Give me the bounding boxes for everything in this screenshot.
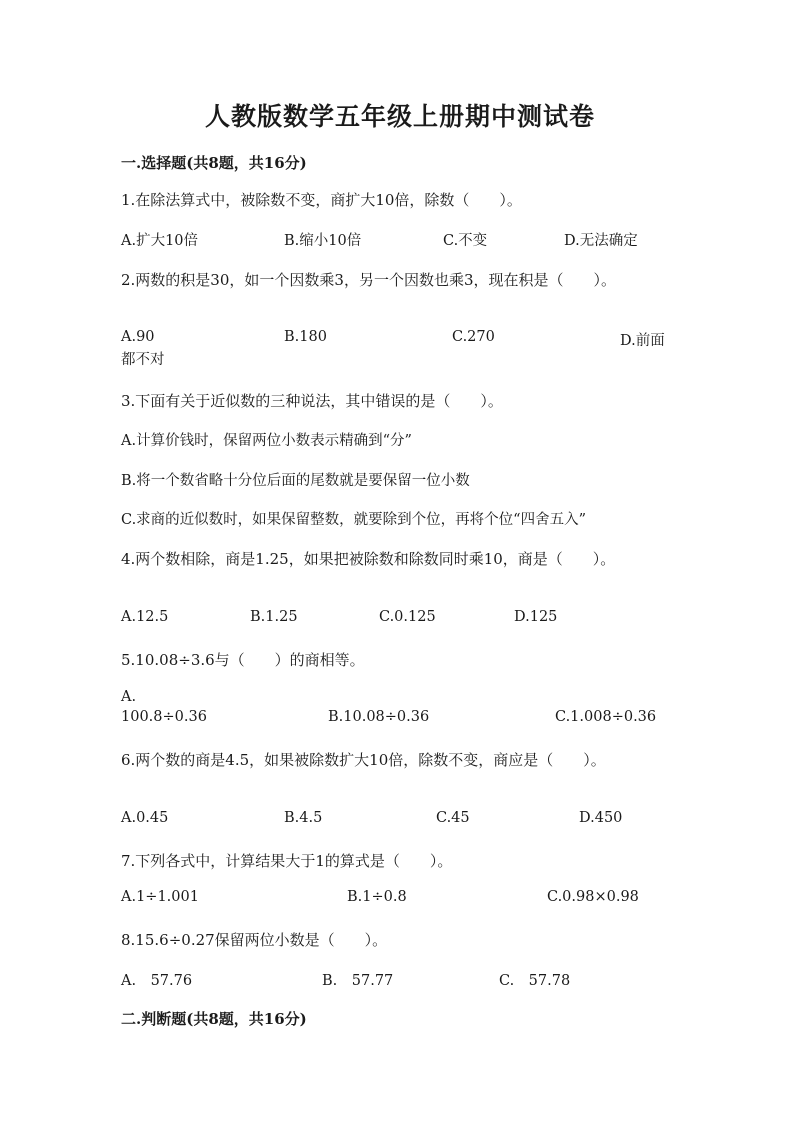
question-2-option-d: D.前面 [620, 333, 665, 349]
question-2-option-b: B.180 [284, 329, 327, 345]
question-5-option-a: 100.8÷0.36 [121, 709, 207, 725]
question-3-stem: 3.下面有关于近似数的三种说法，其中错误的是（ ）。 [121, 392, 503, 410]
question-8-option-a: A. 57.76 [121, 973, 193, 989]
question-8-option-b: B. 57.77 [322, 973, 394, 989]
question-6-option-a: A.0.45 [121, 810, 169, 826]
question-2-stem: 2.两数的积是30，如一个因数乘3，另一个因数也乘3，现在积是（ ）。 [121, 271, 616, 289]
section-heading-choice: 一.选择题(共8题，共16分) [121, 154, 307, 172]
question-3-option-b: B.将一个数省略十分位后面的尾数就是要保留一位小数 [121, 473, 470, 489]
question-5-option-c: C.1.008÷0.36 [555, 709, 657, 725]
question-5-stem: 5.10.08÷3.6与（ ）的商相等。 [121, 651, 365, 669]
page-title: 人教版数学五年级上册期中测试卷 [204, 102, 595, 131]
question-5-option-b: B.10.08÷0.36 [328, 709, 430, 725]
question-7-option-a: A.1÷1.001 [121, 889, 199, 905]
question-3-option-c: C.求商的近似数时，如果保留整数，就要除到个位，再将个位“四舍五入” [121, 512, 587, 528]
question-7-option-b: B.1÷0.8 [347, 889, 407, 905]
question-4-option-a: A.12.5 [121, 609, 169, 625]
question-4-option-d: D.125 [514, 609, 558, 625]
question-1-option-b: B.缩小10倍 [284, 233, 362, 249]
question-8-option-c: C. 57.78 [499, 973, 571, 989]
section-heading-judgement: 二.判断题(共8题，共16分) [121, 1010, 307, 1028]
question-6-option-d: D.450 [579, 810, 623, 826]
question-1-option-a: A.扩大10倍 [121, 233, 199, 249]
question-7-option-c: C.0.98×0.98 [547, 889, 639, 905]
question-1-option-d: D.无法确定 [564, 233, 638, 249]
question-6-option-b: B.4.5 [284, 810, 323, 826]
question-1-option-c: C.不变 [443, 233, 488, 249]
question-2-option-d-cont: 都不对 [121, 352, 165, 368]
question-5-option-a-label: A. [121, 689, 137, 705]
question-6-option-c: C.45 [436, 810, 470, 826]
question-4-option-c: C.0.125 [379, 609, 436, 625]
question-6-stem: 6.两个数的商是4.5，如果被除数扩大10倍，除数不变，商应是（ ）。 [121, 751, 606, 769]
question-2-option-a: A.90 [121, 329, 155, 345]
question-2-option-c: C.270 [452, 329, 495, 345]
question-7-stem: 7.下列各式中，计算结果大于1的算式是（ ）。 [121, 852, 453, 870]
question-4-stem: 4.两个数相除，商是1.25，如果把被除数和除数同时乘10，商是（ ）。 [121, 550, 616, 568]
question-4-option-b: B.1.25 [250, 609, 298, 625]
question-1-stem: 1.在除法算式中，被除数不变，商扩大10倍，除数（ ）。 [121, 191, 522, 209]
question-8-stem: 8.15.6÷0.27保留两位小数是（ ）。 [121, 931, 388, 949]
question-3-option-a: A.计算价钱时，保留两位小数表示精确到“分” [121, 433, 412, 449]
